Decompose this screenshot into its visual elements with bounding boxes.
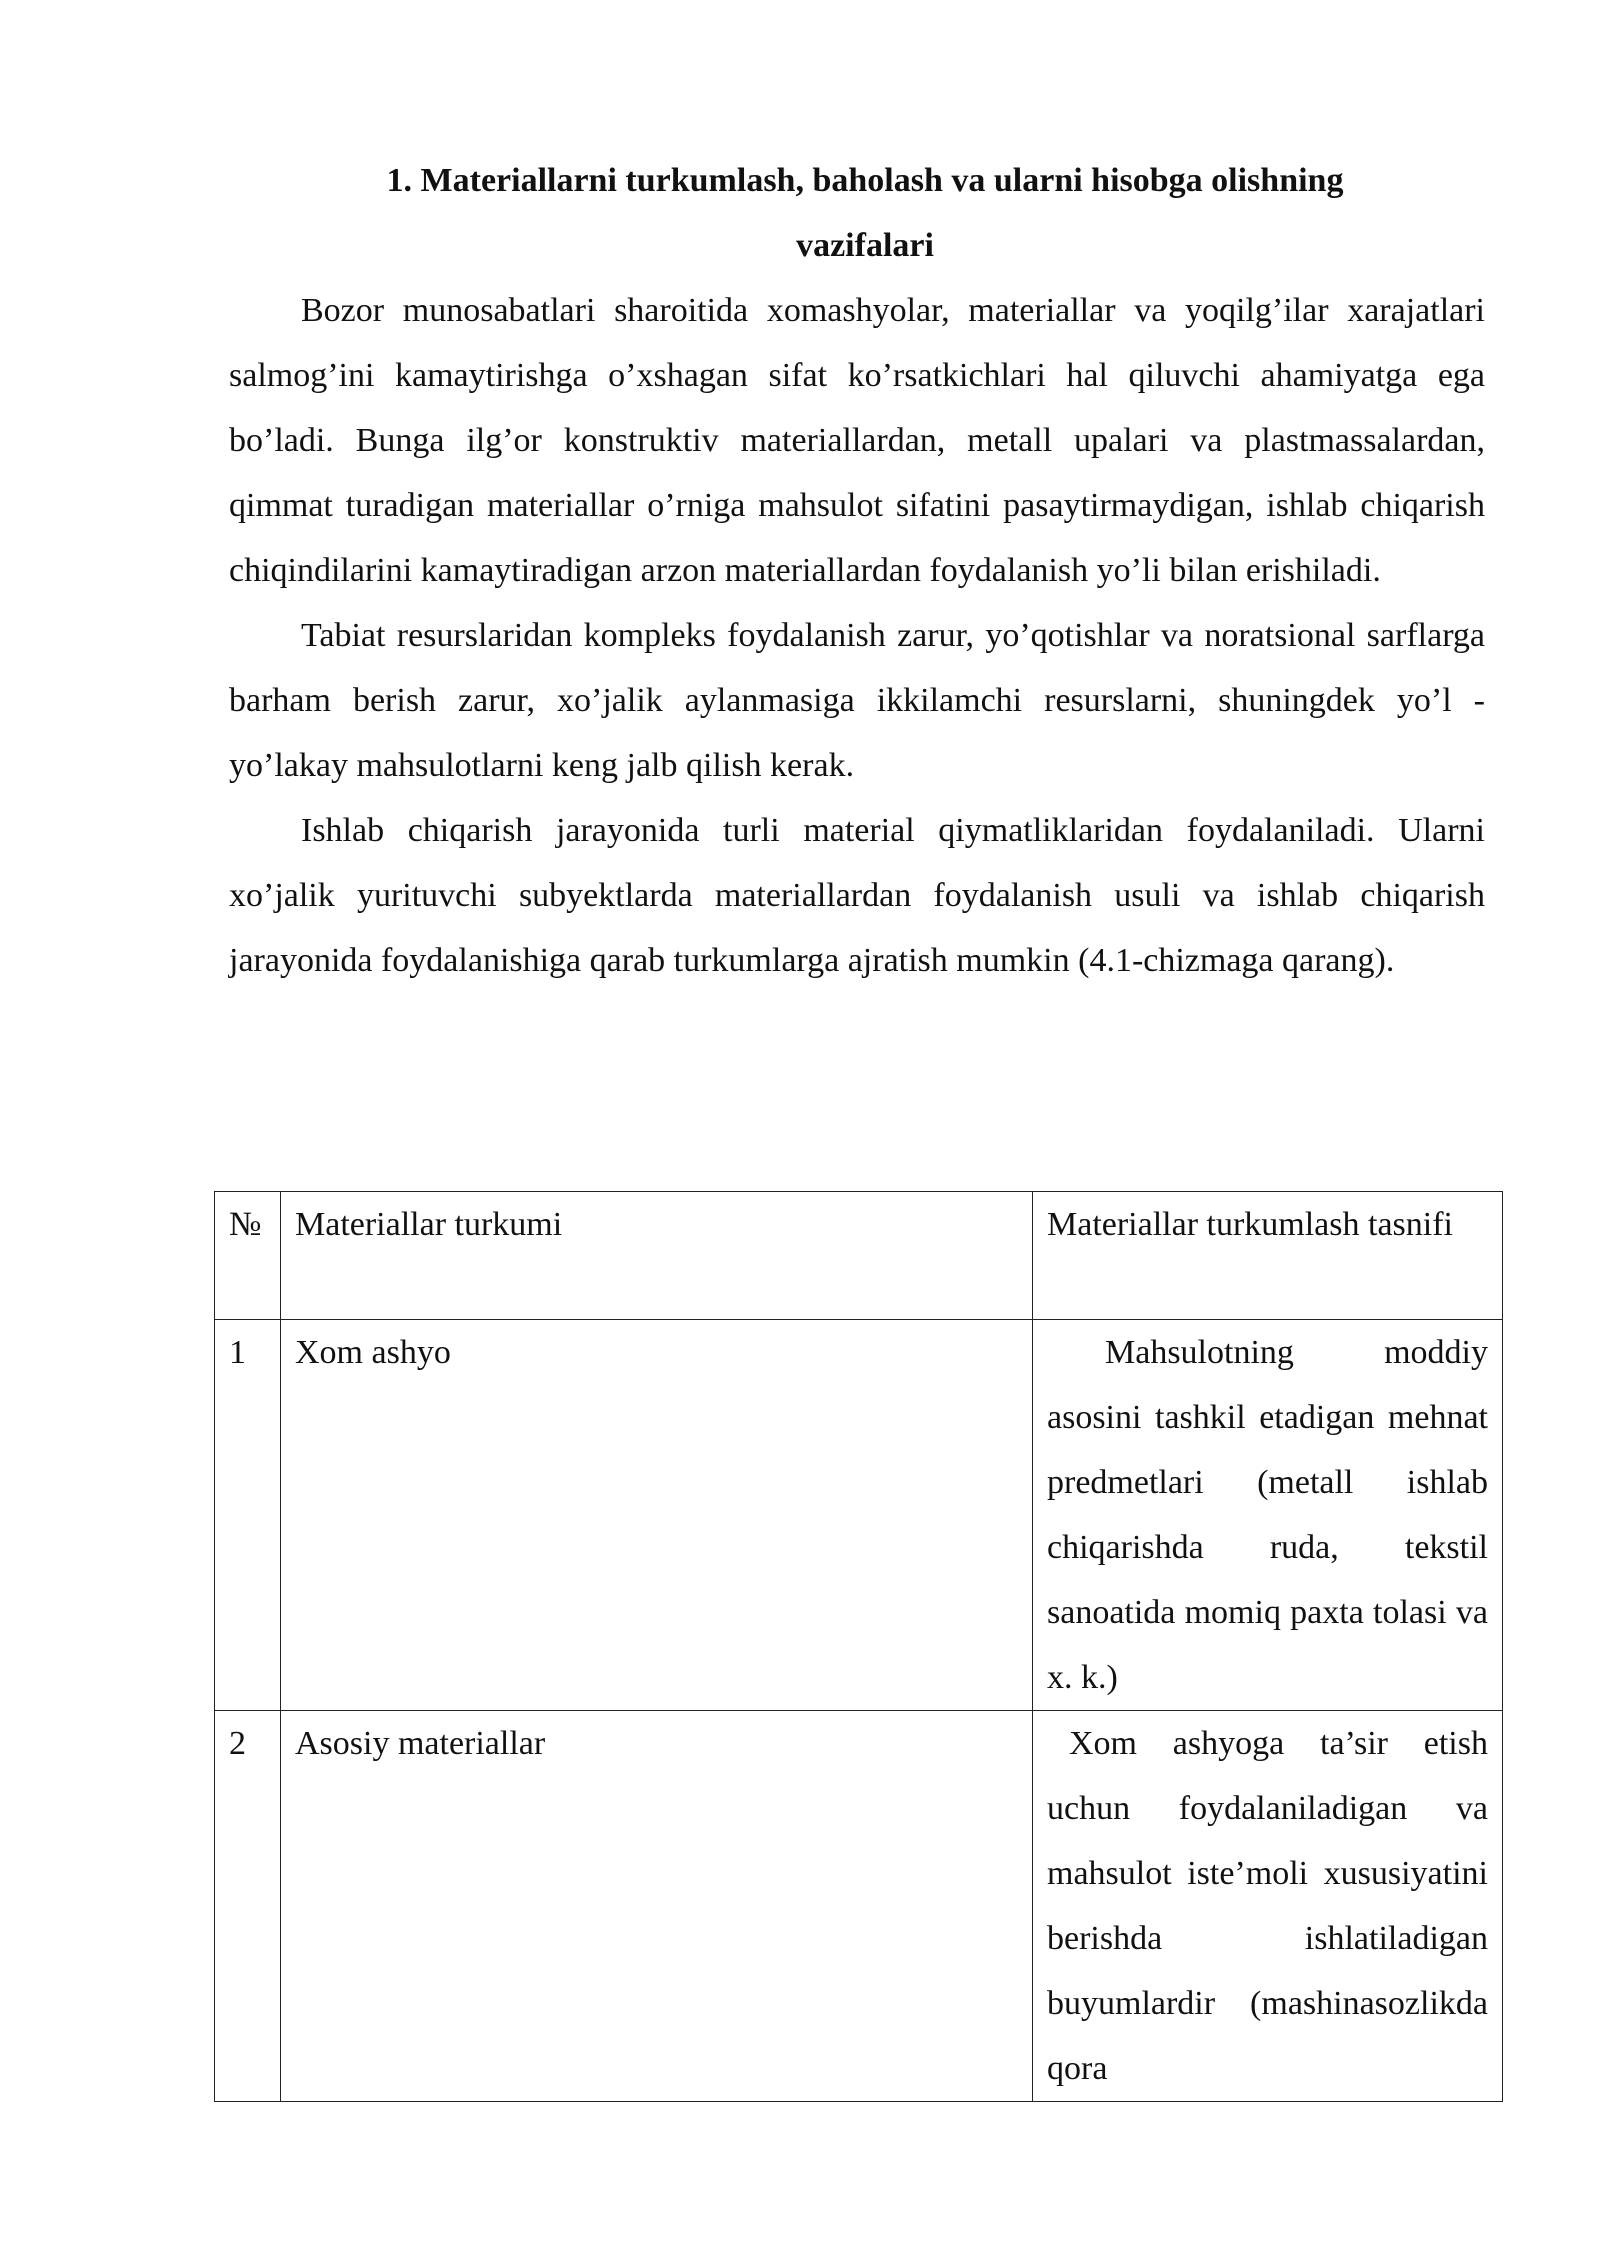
table-header-row: [215, 1192, 1503, 1320]
header-description: Materiallar turkumlash tasnifi: [1033, 1192, 1503, 1320]
header-number: №: [215, 1192, 281, 1320]
paragraph-3: Ishlab chiqarish jarayonida turli material qiymatliklaridan foydalaniladi. Ularni xo’jalik yurituvchi subyektlarda materiallardan foydalanish usuli va ishlab chiqarish jarayonida foydalanishiga qarab turkumlarga ajratish mumkin (4.1-chizmaga qarang).: [229, 812, 1485, 979]
header-category: Materiallar turkumi: [281, 1192, 1033, 1320]
paragraph-2: Tabiat resurslaridan kompleks foydalanish zarur, yo’qotishlar va noratsional sarflarga barham berish zarur, xo’jalik aylanmasiga ikkilamchi resurslarni, shuningdek yo’l - yo’lakay mahsulotlarni keng jalb qilish kerak.: [229, 617, 1485, 784]
document-body: [229, 148, 1485, 993]
section-title: [229, 148, 1485, 278]
section-title-line2: vazifalari: [796, 227, 934, 264]
paragraph-1: Bozor munosabatlari sharoitida xomashyolar, materiallar va yoqilg’ilar xarajatlari salmog’ini kamaytirishga o’xshagan sifat ko’rsatkichlari hal qiluvchi ahamiyatga ega bo’ladi. Bunga ilg’or konstruktiv materiallardan, metall upalari va plastmassalardan, qimmat turadigan materiallar o’rniga mahsulot sifatini pasaytirmaydigan, ishlab chiqarish chiqindilarini kamaytiradigan arzon materiallardan foydalanish yo’li bilan erishiladi.: [229, 292, 1485, 589]
row-category: Asosiy materiallar: [281, 1711, 1033, 2102]
table-row: [215, 1320, 1503, 1711]
row-number: 1: [215, 1320, 281, 1711]
row-description: Xom ashyoga ta’sir etish uchun foydalaniladigan va mahsulot iste’moli xususiyatini berishda ishlatiladigan buyumlardir (mashinasozlikda qora: [1033, 1711, 1503, 2102]
materials-table-container: [214, 1191, 1502, 2102]
table-row: [215, 1711, 1503, 2102]
row-category: Xom ashyo: [281, 1320, 1033, 1711]
materials-table: [214, 1191, 1503, 2102]
row-number: 2: [215, 1711, 281, 2102]
row-description: Mahsulotning moddiy asosini tashkil etadigan mehnat predmetlari (metall ishlab chiqarishda ruda, tekstil sanoatida momiq paxta tolasi va x. k.): [1033, 1320, 1503, 1711]
section-title-line1: 1. Materiallarni turkumlash, baholash va ularni hisobga olishning: [386, 162, 1344, 199]
